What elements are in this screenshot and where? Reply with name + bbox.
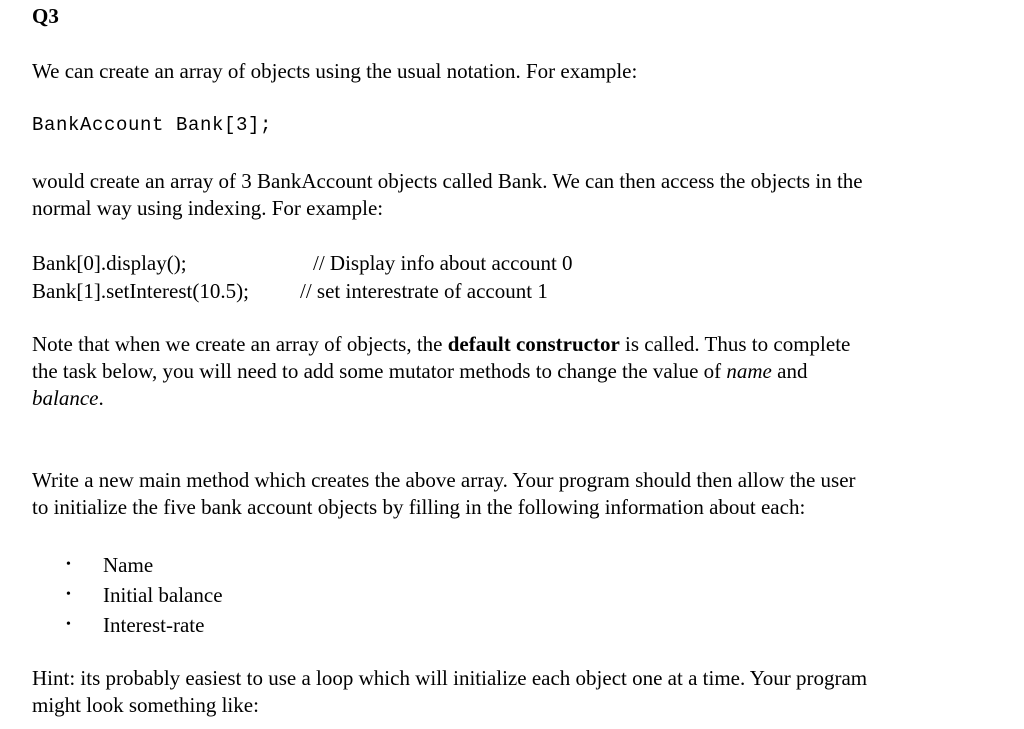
bullet-icon: •: [66, 587, 71, 602]
explanation-line-1: would create an array of 3 BankAccount objects called Bank. We can then access the objects in the: [32, 169, 863, 193]
intro-paragraph: [32, 58, 637, 85]
intro-line-1: We can create an array of objects using the usual notation. For example:: [32, 59, 638, 83]
explanation-paragraph: [32, 168, 863, 222]
array-declaration-code: BankAccount Bank[3];: [32, 114, 273, 136]
note-line-1: Note that when we create an array of objects, the default constructor is called. Thus to complete: [32, 332, 851, 356]
note-paragraph: [32, 331, 850, 412]
note-line-3: balance.: [32, 386, 104, 410]
name-term: name: [726, 359, 772, 383]
default-constructor-term: default constructor: [447, 332, 620, 356]
code-example-comment: // set interestrate of account 1: [300, 279, 548, 303]
code-example-statement: Bank[1].setInterest(10.5);: [32, 279, 249, 303]
bullet-icon: •: [66, 617, 71, 632]
task-line-1: Write a new main method which creates the above array. Your program should then allow the user: [32, 468, 856, 492]
explanation-line-2: normal way using indexing. For example:: [32, 196, 384, 220]
list-item-label: Interest-rate: [103, 613, 205, 637]
note-line-2: the task below, you will need to add some mutator methods to change the value of name and: [32, 359, 808, 383]
list-item-label: Name: [103, 553, 154, 577]
code-example-line: [32, 277, 548, 305]
bullet-icon: •: [66, 557, 71, 572]
task-line-2: to initialize the five bank account objects by filling in the following information about each:: [32, 495, 806, 519]
question-heading: Q3: [32, 4, 59, 28]
hint-paragraph: [32, 665, 867, 719]
code-example-line: [32, 249, 573, 277]
hint-line-2: might look something like:: [32, 693, 259, 717]
balance-term: balance: [32, 386, 99, 410]
code-example-comment: // Display info about account 0: [313, 251, 573, 275]
task-paragraph: [32, 467, 856, 521]
hint-line-1: Hint: its probably easiest to use a loop which will initialize each object one at a time. Your program: [32, 666, 868, 690]
code-example-statement: Bank[0].display();: [32, 251, 187, 275]
list-item-label: Initial balance: [103, 583, 223, 607]
